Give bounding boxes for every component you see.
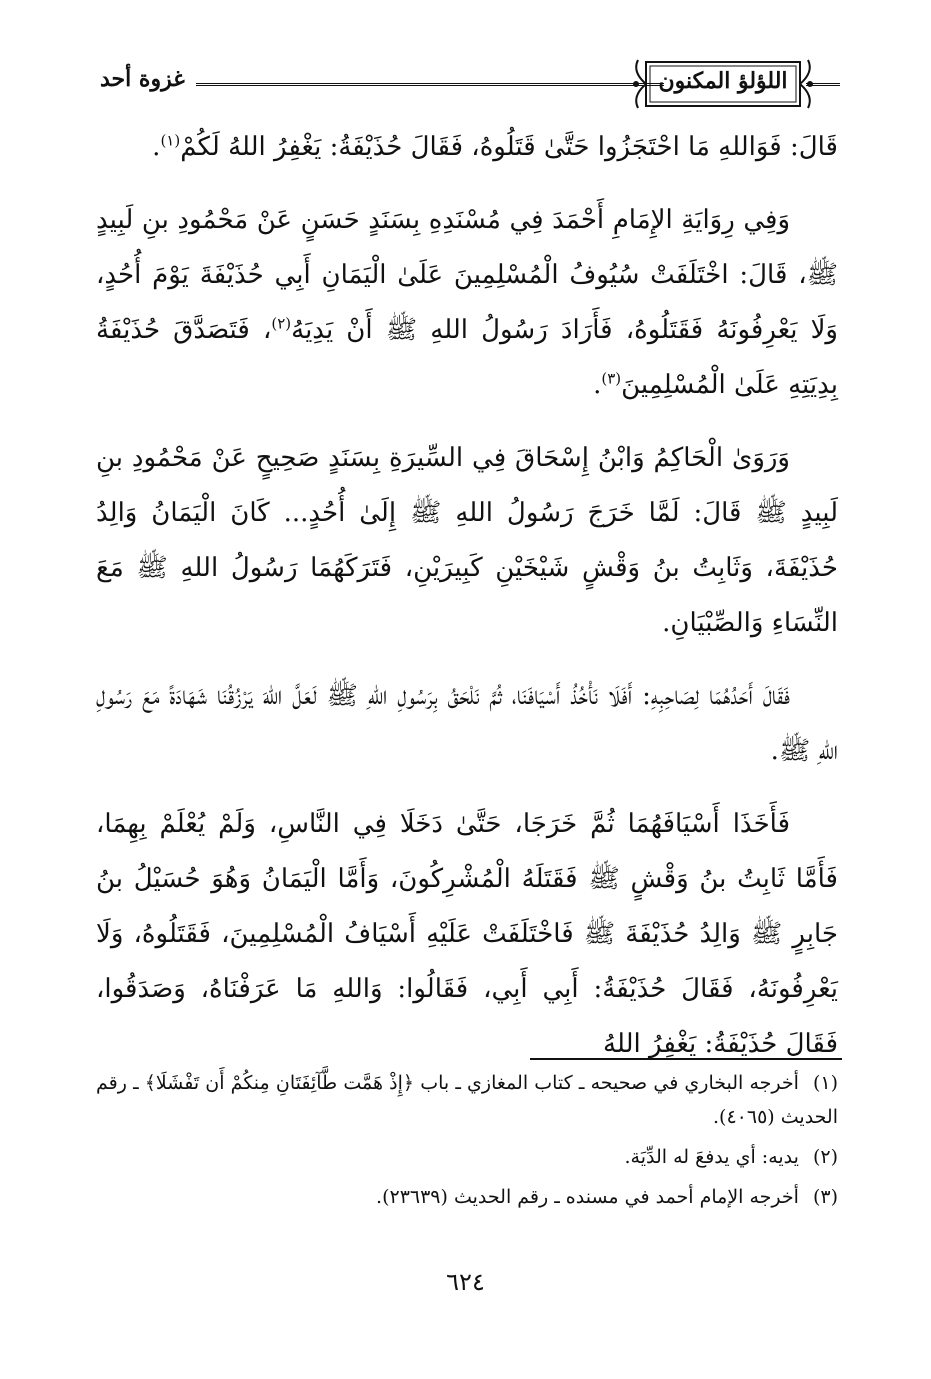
chapter-title: غزوة أحد — [100, 66, 185, 92]
footnote-3 — [96, 1180, 838, 1214]
main-text — [96, 120, 838, 1072]
header-rule-left — [196, 83, 664, 86]
footnote-text: أخرجه الإمام أحمد في مسنده ـ رقم الحديث (٢٣٦٣٩). — [376, 1186, 799, 1208]
paragraph-2-text-b: فَتَصَدَّقَ حُذَيْفَةُ بِدِيَتِهِ عَلَىٰ الْمُسْلِمِينَ — [96, 315, 838, 400]
page-header — [88, 52, 840, 116]
paragraph-1: قَالَ: فَوَاللهِ مَا احْتَجَزُوا حَتَّىٰ قَتَلُوهُ، فَقَالَ حُذَيْفَةُ: يَغْفِرُ اللهُ لَكُمْ$^{(١)}$. — [152, 131, 838, 162]
paragraph-2: وَفِي رِوَايَةِ الإِمَامِ أَحْمَدَ فِي مُسْنَدِهِ بِسَنَدٍ حَسَنٍ عَنْ مَحْمُودِ بنِ لَبِيدٍ ﷺ، قَالَ: اخْتَلَفَتْ سُيُوفُ الْمُسْلِمِينَ عَلَىٰ الْيَمَانِ أَبِي حُذَيْفَةَ يَوْمَ أُحُدٍ، وَلَا يَعْرِفُونَهُ فَقَتَلُوهُ، فَأَرَادَ رَسُولُ اللهِ ﷺ أَنْ يَدِيَهُ$^{(٢)}$، فَتَصَدَّقَ حُذَيْفَةُ بِدِيَتِهِ عَلَىٰ الْمُسْلِمِينَ$^{(٣)}$. — [96, 205, 838, 400]
footnote-text: أخرجه البخاري في صحيحه ـ كتاب المغازي ـ باب ﴿إِذْ هَمَّت طَّآئِفَتَانِ مِنكُمْ أَن تَفْشَلَا﴾ ـ رقم الحديث (٤٠٦٥). — [96, 1072, 838, 1128]
paragraph-4-text: فَقَالَ أَحَدُهُمَا لِصَاحِبِهِ: أَفَلَا نَأْخُذُ أَسْيَافَنَا، ثُمَّ نَلْحَقُ بِرَسُولِ اللهِ ﷺ لَعَلَّ اللهَ يَرْزُقُنَا شَهَادَةً مَعَ رَسُولِ اللهِ ﷺ. — [96, 681, 838, 766]
paragraph-5-text: فَأَخَذَا أَسْيَافَهُمَا ثُمَّ خَرَجَا، حَتَّىٰ دَخَلَا فِي النَّاسِ، وَلَمْ يُعْلَمْ بِهِمَا، فَأَمَّا ثَابِتُ بنُ وَقْشٍ ﷺ فَقَتَلَهُ الْمُشْرِكُونَ، وَأَمَّا الْيَمَانُ وَهُوَ حُسَيْلُ بنُ جَابِرٍ ﷺ وَالِدُ حُذَيْفَةَ ﷺ فَاخْتَلَفَتْ عَلَيْهِ أَسْيَافُ الْمُسْلِمِينَ، فَقَتَلُوهُ، وَلَا يَعْرِفُونَهُ، فَقَالَ حُذَيْفَةُ: أَبِي أَبِي، فَقَالُوا: وَاللهِ مَا عَرَفْنَاهُ، وَصَدَقُوا، فَقَالَ حُذَيْفَةُ: يَغْفِرُ اللهُ — [96, 809, 838, 1059]
paragraph-3 — [96, 431, 838, 651]
footnote-number: (٣) — [812, 1186, 838, 1208]
paragraph-3-text: وَرَوَىٰ الْحَاكِمُ وَابْنُ إِسْحَاقَ فِي السِّيرَةِ بِسَنَدٍ صَحِيحٍ عَنْ مَحْمُودِ بنِ لَبِيدٍ ﷺ قَالَ: لَمَّا خَرَجَ رَسُولُ اللهِ ﷺ إِلَىٰ أُحُدٍ... كَانَ الْيَمَانُ وَالِدُ حُذَيْفَةَ، وَثَابِتُ بنُ وَقْشٍ شَيْخَيْنِ كَبِيرَيْنِ، فَتَرَكَهُمَا رَسُولُ اللهِ ﷺ مَعَ النِّسَاءِ وَالصِّبْيَانِ. — [96, 443, 838, 638]
page-number: ٦٢٤ — [446, 1268, 485, 1296]
footnotes — [96, 1066, 838, 1220]
footnote-ref-3: (٣) — [601, 369, 622, 388]
footnote-number: (٢) — [812, 1146, 838, 1168]
header-ornament-frame — [628, 52, 818, 116]
paragraph-4 — [96, 669, 838, 779]
paragraph-5 — [96, 797, 838, 1072]
book-title: اللؤلؤ المكنون — [658, 68, 788, 94]
footnote-number: (١) — [812, 1072, 838, 1094]
paragraph-1-text: قَالَ: فَوَاللهِ مَا احْتَجَزُوا حَتَّىٰ قَتَلُوهُ، فَقَالَ حُذَيْفَةُ: يَغْفِرُ اللهُ لَكُمْ — [180, 132, 838, 162]
footnote-ref-2: (٢) — [271, 314, 292, 333]
footnote-ref-1: (١) — [160, 131, 181, 150]
footnote-text: يديه: أي يدفعَ له الدِّيَة. — [624, 1146, 799, 1168]
footnote-separator — [530, 1058, 842, 1060]
paragraph-2-text-a: وَفِي رِوَايَةِ الإِمَامِ أَحْمَدَ فِي مُسْنَدِهِ بِسَنَدٍ حَسَنٍ عَنْ مَحْمُودِ بنِ لَبِيدٍ ﷺ، قَالَ: اخْتَلَفَتْ سُيُوفُ الْمُسْلِمِينَ عَلَىٰ الْيَمَانِ أَبِي حُذَيْفَةَ يَوْمَ أُحُدٍ، وَلَا يَعْرِفُونَهُ فَقَتَلُوهُ، فَأَرَادَ رَسُولُ اللهِ ﷺ أَنْ يَدِيَهُ — [96, 205, 838, 345]
footnote-2 — [96, 1140, 838, 1174]
footnote-1 — [96, 1066, 838, 1134]
